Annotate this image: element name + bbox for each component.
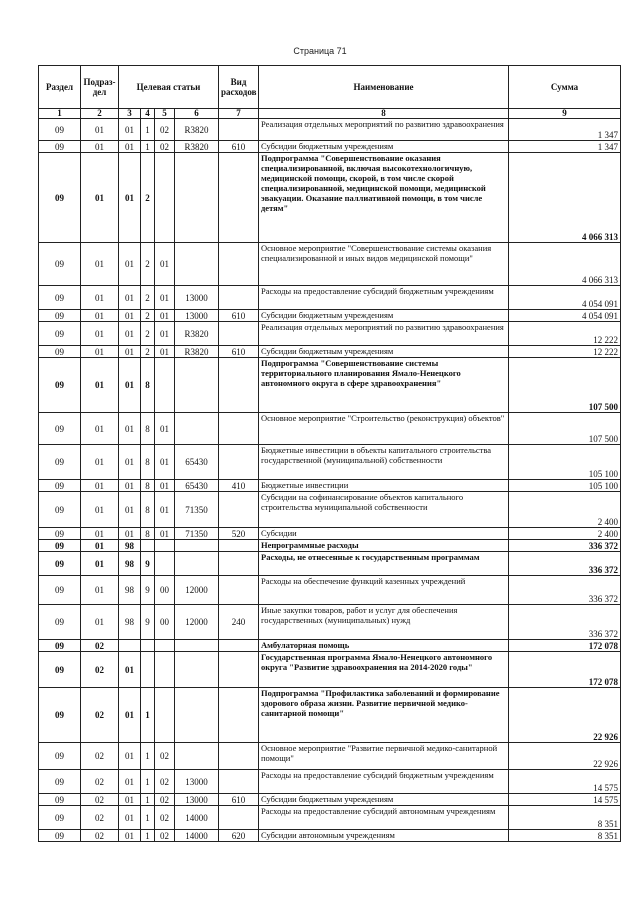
row-target-4: R3820 [175,322,219,346]
row-sum: 4 054 091 [509,310,621,322]
row-name: Субсидии бюджетным учреждениям [259,141,509,153]
header-target: Целевая статьи [119,66,219,109]
row-podrazdel: 01 [81,413,119,445]
row-name: Реализация отдельных мероприятий по развитию здравоохранения [259,322,509,346]
row-vid: 610 [219,141,259,153]
row-target-4: 65430 [175,445,219,480]
row-target-3: 00 [155,605,175,640]
col-num: 4 [141,109,155,119]
row-razdel: 09 [39,141,81,153]
row-target-4: 14000 [175,830,219,842]
header-vid: Вид расходов [219,66,259,109]
table-row [39,141,621,153]
row-target-3 [155,652,175,688]
row-vid [219,806,259,830]
row-target-4: R3820 [175,119,219,141]
row-target-2: 2 [141,153,155,243]
row-target-4: 13000 [175,310,219,322]
row-vid: 610 [219,346,259,358]
row-vid [219,743,259,770]
row-target-4 [175,552,219,576]
row-target-4: 14000 [175,806,219,830]
row-podrazdel: 02 [81,794,119,806]
row-target-2 [141,640,155,652]
table-row [39,540,621,552]
row-vid [219,770,259,794]
row-sum: 22 926 [509,743,621,770]
row-sum: 12 222 [509,322,621,346]
row-target-3: 01 [155,445,175,480]
row-target-4: 12000 [175,576,219,605]
row-razdel: 09 [39,605,81,640]
row-target-3: 01 [155,480,175,492]
row-vid: 610 [219,310,259,322]
header-row [39,66,621,109]
row-target-1: 98 [119,576,141,605]
column-number-row [39,109,621,119]
row-target-1: 01 [119,770,141,794]
row-target-2: 1 [141,794,155,806]
col-num: 9 [509,109,621,119]
row-vid [219,652,259,688]
row-target-2: 2 [141,322,155,346]
col-num: 5 [155,109,175,119]
row-razdel: 09 [39,346,81,358]
row-razdel: 09 [39,413,81,445]
row-target-1: 01 [119,480,141,492]
row-name: Субсидии на софинансирование объектов капитального строительства муниципальной собственности [259,492,509,528]
row-target-1: 01 [119,243,141,286]
row-target-1: 01 [119,413,141,445]
header-podrazdel: Подраз-дел [81,66,119,109]
table-row [39,243,621,286]
row-sum: 172 078 [509,652,621,688]
row-vid: 240 [219,605,259,640]
row-podrazdel: 02 [81,770,119,794]
row-target-4 [175,743,219,770]
row-target-3: 01 [155,413,175,445]
row-razdel: 09 [39,358,81,413]
row-target-1: 98 [119,605,141,640]
row-vid: 410 [219,480,259,492]
row-razdel: 09 [39,552,81,576]
row-target-3: 02 [155,770,175,794]
table-row [39,286,621,310]
row-sum: 4 066 313 [509,243,621,286]
row-target-3 [155,688,175,743]
col-num: 7 [219,109,259,119]
row-razdel: 09 [39,806,81,830]
row-target-2 [141,652,155,688]
row-vid [219,243,259,286]
row-target-1: 01 [119,528,141,540]
row-sum: 336 372 [509,540,621,552]
row-target-4: R3820 [175,141,219,153]
row-name: Государственная программа Ямало-Ненецкого автономного округа "Развитие здравоохранения на 2014-2020 годы" [259,652,509,688]
row-target-3: 01 [155,310,175,322]
row-podrazdel: 01 [81,310,119,322]
row-target-3 [155,552,175,576]
row-podrazdel: 01 [81,141,119,153]
row-target-4: 13000 [175,770,219,794]
row-razdel: 09 [39,743,81,770]
row-name: Непрограммные расходы [259,540,509,552]
row-target-3 [155,358,175,413]
row-target-3 [155,640,175,652]
row-target-2: 1 [141,830,155,842]
page-label: Страница 71 [293,46,347,56]
row-target-1: 01 [119,794,141,806]
row-razdel: 09 [39,576,81,605]
table-row [39,652,621,688]
row-name: Расходы на обеспечение функций казенных учреждений [259,576,509,605]
row-target-1: 01 [119,743,141,770]
row-name: Основное мероприятие "Строительство (реконструкция) объектов" [259,413,509,445]
budget-table [38,65,621,842]
table-row [39,358,621,413]
row-razdel: 09 [39,310,81,322]
row-sum: 105 100 [509,480,621,492]
row-razdel: 09 [39,492,81,528]
row-target-3: 02 [155,119,175,141]
row-target-4 [175,688,219,743]
row-sum: 14 575 [509,770,621,794]
row-target-4 [175,413,219,445]
row-target-2: 8 [141,445,155,480]
row-sum: 107 500 [509,413,621,445]
header-razdel: Раздел [39,66,81,109]
row-target-3: 02 [155,794,175,806]
row-vid [219,552,259,576]
row-target-3 [155,540,175,552]
table-row [39,153,621,243]
row-target-2: 9 [141,576,155,605]
row-target-4: 71350 [175,492,219,528]
row-target-1: 01 [119,806,141,830]
row-target-4: 65430 [175,480,219,492]
row-target-1: 01 [119,153,141,243]
row-name: Амбулаторная помощь [259,640,509,652]
row-target-4 [175,640,219,652]
row-name: Субсидии бюджетным учреждениям [259,794,509,806]
row-sum: 336 372 [509,576,621,605]
row-podrazdel: 01 [81,576,119,605]
row-sum: 4 066 313 [509,153,621,243]
row-podrazdel: 01 [81,445,119,480]
table-row [39,552,621,576]
row-target-1: 01 [119,492,141,528]
row-podrazdel: 01 [81,153,119,243]
header-name: Наименование [259,66,509,109]
row-razdel: 09 [39,830,81,842]
table-row [39,445,621,480]
row-target-1: 98 [119,552,141,576]
table-row [39,322,621,346]
row-sum: 2 400 [509,492,621,528]
row-target-1: 01 [119,358,141,413]
row-sum: 12 222 [509,346,621,358]
row-name: Субсидии бюджетным учреждениям [259,346,509,358]
row-target-1: 98 [119,540,141,552]
row-target-1: 01 [119,322,141,346]
row-name: Расходы на предоставление субсидий автономным учреждениям [259,806,509,830]
row-vid [219,492,259,528]
row-target-3: 01 [155,492,175,528]
row-sum: 22 926 [509,688,621,743]
row-target-1: 01 [119,141,141,153]
row-target-4 [175,243,219,286]
row-name: Основное мероприятие "Развитие первичной медико-санитарной помощи" [259,743,509,770]
row-target-4 [175,153,219,243]
row-target-2: 8 [141,492,155,528]
row-target-3: 01 [155,528,175,540]
row-podrazdel: 01 [81,286,119,310]
row-name: Реализация отдельных мероприятий по развитию здравоохранения [259,119,509,141]
row-vid [219,640,259,652]
table-row [39,528,621,540]
row-target-4: 13000 [175,286,219,310]
row-name: Субсидии бюджетным учреждениям [259,310,509,322]
row-podrazdel: 01 [81,243,119,286]
table-row [39,640,621,652]
row-sum: 1 347 [509,119,621,141]
row-name: Расходы на предоставление субсидий бюджетным учреждениям [259,770,509,794]
table-row [39,480,621,492]
row-target-1: 01 [119,688,141,743]
row-target-3: 02 [155,806,175,830]
row-target-4 [175,652,219,688]
row-vid [219,540,259,552]
row-target-3: 01 [155,346,175,358]
row-target-4: 13000 [175,794,219,806]
row-podrazdel: 02 [81,688,119,743]
row-razdel: 09 [39,770,81,794]
row-vid [219,413,259,445]
row-razdel: 09 [39,286,81,310]
row-name: Иные закупки товаров, работ и услуг для обеспечения государственных (муниципальных) нужд [259,605,509,640]
row-sum: 172 078 [509,640,621,652]
table-row [39,119,621,141]
row-target-2: 9 [141,552,155,576]
row-razdel: 09 [39,652,81,688]
table-row [39,492,621,528]
row-podrazdel: 01 [81,528,119,540]
row-name: Расходы на предоставление субсидий бюджетным учреждениям [259,286,509,310]
row-vid [219,119,259,141]
row-target-2: 1 [141,770,155,794]
col-num: 6 [175,109,219,119]
row-vid [219,153,259,243]
row-target-2: 2 [141,310,155,322]
row-target-2: 2 [141,243,155,286]
row-target-2: 1 [141,743,155,770]
col-num: 2 [81,109,119,119]
row-podrazdel: 01 [81,540,119,552]
row-target-2: 8 [141,358,155,413]
table-row [39,770,621,794]
row-sum: 336 372 [509,552,621,576]
row-target-4: 12000 [175,605,219,640]
row-sum: 2 400 [509,528,621,540]
row-target-2: 8 [141,528,155,540]
row-vid [219,322,259,346]
row-target-2: 1 [141,119,155,141]
row-target-4: R3820 [175,346,219,358]
row-podrazdel: 02 [81,830,119,842]
row-podrazdel: 02 [81,652,119,688]
row-vid: 620 [219,830,259,842]
row-name: Субсидии [259,528,509,540]
row-target-4: 71350 [175,528,219,540]
row-sum: 336 372 [509,605,621,640]
row-target-2: 2 [141,286,155,310]
row-razdel: 09 [39,794,81,806]
row-vid [219,445,259,480]
row-vid [219,688,259,743]
row-name: Бюджетные инвестиции [259,480,509,492]
row-podrazdel: 01 [81,605,119,640]
row-podrazdel: 01 [81,358,119,413]
col-num: 3 [119,109,141,119]
row-razdel: 09 [39,540,81,552]
row-target-3: 01 [155,243,175,286]
table-row [39,346,621,358]
row-name: Подпрограмма "Совершенствование оказания специализированной, включая высокотехнологичную, медицинской помощи, скорой, в том числе скорой специализированной, медицинской помощи, медицинской эвакуации. Оказание паллиативной помощи, в том числе детям" [259,153,509,243]
row-razdel: 09 [39,322,81,346]
row-sum: 14 575 [509,794,621,806]
col-num: 8 [259,109,509,119]
row-target-2 [141,540,155,552]
row-razdel: 09 [39,243,81,286]
row-target-3: 02 [155,141,175,153]
row-podrazdel: 02 [81,743,119,770]
row-target-2: 8 [141,413,155,445]
row-target-4 [175,540,219,552]
row-podrazdel: 01 [81,346,119,358]
table-row [39,413,621,445]
row-name: Расходы, не отнесенные к государственным программам [259,552,509,576]
header-sum: Сумма [509,66,621,109]
row-razdel: 09 [39,640,81,652]
row-podrazdel: 01 [81,119,119,141]
row-podrazdel: 02 [81,806,119,830]
row-razdel: 09 [39,445,81,480]
row-target-2: 1 [141,688,155,743]
row-name: Бюджетные инвестиции в объекты капитального строительства государственной (муниципальной) собственности [259,445,509,480]
table-row [39,830,621,842]
row-target-1: 01 [119,310,141,322]
row-target-1: 01 [119,652,141,688]
row-podrazdel: 01 [81,492,119,528]
row-target-1: 01 [119,830,141,842]
row-sum: 8 351 [509,806,621,830]
table-row [39,576,621,605]
row-razdel: 09 [39,119,81,141]
row-name: Основное мероприятие "Совершенствование системы оказания специализированной и иных видов медицинской помощи" [259,243,509,286]
row-target-2: 1 [141,806,155,830]
row-podrazdel: 01 [81,552,119,576]
row-target-1: 01 [119,286,141,310]
row-target-4 [175,358,219,413]
row-target-3 [155,153,175,243]
row-sum: 8 351 [509,830,621,842]
row-razdel: 09 [39,480,81,492]
table-row [39,743,621,770]
row-vid [219,576,259,605]
row-razdel: 09 [39,153,81,243]
row-sum: 107 500 [509,358,621,413]
row-sum: 105 100 [509,445,621,480]
row-target-1: 01 [119,346,141,358]
row-target-3: 00 [155,576,175,605]
row-target-3: 01 [155,322,175,346]
row-vid: 520 [219,528,259,540]
row-target-2: 2 [141,346,155,358]
row-vid [219,286,259,310]
row-target-2: 9 [141,605,155,640]
col-num: 1 [39,109,81,119]
row-name: Субсидии автономным учреждениям [259,830,509,842]
row-razdel: 09 [39,688,81,743]
row-podrazdel: 01 [81,480,119,492]
row-target-3: 01 [155,286,175,310]
row-vid [219,358,259,413]
table-row [39,806,621,830]
row-sum: 4 054 091 [509,286,621,310]
row-target-3: 02 [155,830,175,842]
row-target-2: 1 [141,141,155,153]
table-row [39,605,621,640]
row-target-1: 01 [119,445,141,480]
row-podrazdel: 02 [81,640,119,652]
row-razdel: 09 [39,528,81,540]
row-sum: 1 347 [509,141,621,153]
row-vid: 610 [219,794,259,806]
row-podrazdel: 01 [81,322,119,346]
table-row [39,310,621,322]
row-target-3: 02 [155,743,175,770]
row-target-1 [119,640,141,652]
table-row [39,688,621,743]
row-name: Подпрограмма "Профилактика заболеваний и формирование здорового образа жизни. Развитие первичной медико-санитарной помощи" [259,688,509,743]
table-row [39,794,621,806]
row-name: Подпрограмма "Совершенствование системы территориального планирования Ямало-Ненецкого автономного округа в сфере здравоохранения" [259,358,509,413]
row-target-1: 01 [119,119,141,141]
row-target-2: 8 [141,480,155,492]
